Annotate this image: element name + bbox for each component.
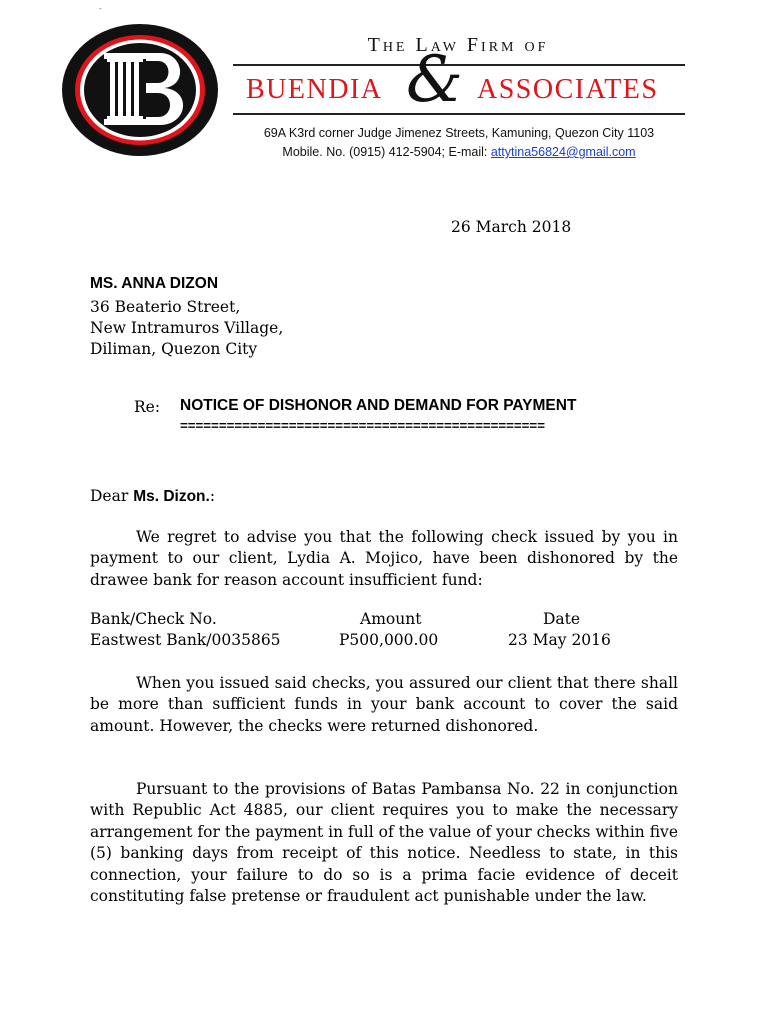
- subject-line: NOTICE OF DISHONOR AND DEMAND FOR PAYMENT: [180, 397, 577, 414]
- firm-address: 69A K3rd corner Judge Jimenez Streets, Kamuning, Quezon City 1103: [263, 126, 655, 140]
- firm-name-left: BUENDIA: [246, 74, 383, 105]
- table-header-date: Date: [543, 610, 581, 628]
- recipient-address-line: 36 Beaterio Street,: [90, 298, 241, 316]
- email-link[interactable]: attytina56824@gmail.com: [490, 145, 636, 159]
- recipient-name: MS. ANNA DIZON: [90, 275, 219, 292]
- paragraph-assurance: When you issued said checks, you assured our client that there shall be more than sufficient funds in your bank account to cover the said amount. However, the checks were returned dishonored.: [90, 674, 678, 735]
- re-label: Re:: [134, 398, 161, 416]
- paragraph-demand: Pursuant to the provisions of Batas Pambansa No. 22 in conjunction with Republic Act 4885, our client requires you to make the necessary arrangement for the payment in full of the value of your checks within five (5) banking days from receipt of this notice. Needless to state, in this connection, your failure to do so is a prima facie evidence of deceit constituting false pretense or fraudulent act punishable under the law.: [90, 780, 678, 906]
- header-rule-bottom: [233, 113, 685, 115]
- salutation: [90, 486, 215, 507]
- salutation-name: Ms. Dizon.: [133, 488, 210, 505]
- table-cell-bank: Eastwest Bank/0035865: [90, 631, 281, 649]
- firm-contact: [233, 145, 685, 159]
- contact-text: Mobile. No. (0915) 412-5904; E-mail:: [282, 145, 491, 159]
- recipient-address-line: Diliman, Quezon City: [90, 340, 258, 358]
- firm-of-heading: The Law Firm of: [367, 34, 549, 56]
- table-header-amount: Amount: [360, 610, 422, 628]
- table-cell-amount: P500,000.00: [339, 631, 439, 649]
- letter-date: 26 March 2018: [451, 218, 572, 236]
- table-header-bank: Bank/Check No.: [90, 610, 217, 628]
- salutation-prefix: Dear: [90, 487, 134, 505]
- firm-name-right: ASSOCIATES: [477, 74, 659, 105]
- recipient-address-line: New Intramuros Village,: [90, 319, 284, 337]
- paragraph-dishonor-notice: We regret to advise you that the following check issued by you in payment to our client, Lydia A. Mojico, have been dishonored by the drawee bank for reason account insufficient fund:: [90, 528, 678, 589]
- corner-mark: -: [99, 4, 102, 13]
- firm-logo: [60, 20, 224, 160]
- salutation-suffix: :: [209, 487, 216, 505]
- table-cell-date: 23 May 2016: [508, 631, 611, 649]
- firm-ampersand: &: [406, 43, 463, 117]
- subject-underline: ===============================================: [180, 418, 545, 433]
